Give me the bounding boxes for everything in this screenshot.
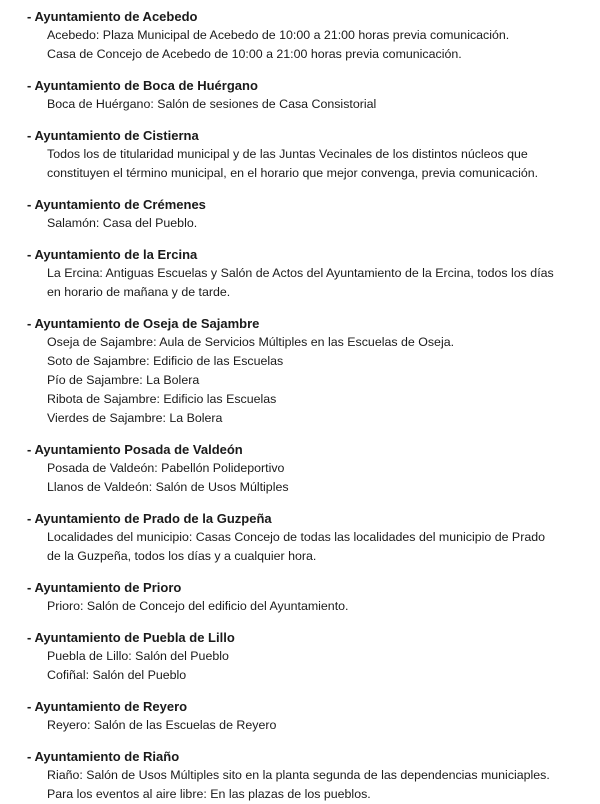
- venue-line: Riaño: Salón de Usos Múltiples sito en la planta segunda de las dependencias municiaples.: [47, 768, 550, 782]
- venue-list: [27, 214, 587, 233]
- venue-line: constituyen el término municipal, en el horario que mejor convenga, previa comunicación.: [47, 166, 539, 180]
- municipality-section: [27, 697, 587, 747]
- municipality-section: [27, 7, 587, 76]
- venue-line: Cofiñal: Salón del Pueblo: [47, 668, 187, 682]
- municipality-section: [27, 440, 587, 509]
- municipality-heading: - Ayuntamiento Posada de Valdeón: [27, 442, 243, 457]
- venue-list: [27, 333, 587, 428]
- venue-list: [27, 145, 587, 183]
- venue-line: Todos los de titularidad municipal y de las Juntas Vecinales de los distintos núcleos que: [47, 147, 528, 161]
- venue-line: Vierdes de Sajambre: La Bolera: [47, 411, 223, 425]
- section-spacer: [27, 233, 587, 245]
- venue-line: Acebedo: Plaza Municipal de Acebedo de 10:00 a 21:00 horas previa comunicación.: [47, 28, 510, 42]
- municipality-heading: - Ayuntamiento de Prado de la Guzpeña: [27, 511, 272, 526]
- venue-line: Puebla de Lillo: Salón del Pueblo: [47, 649, 229, 663]
- venue-line: Posada de Valdeón: Pabellón Polideportivo: [47, 461, 285, 475]
- venue-list: [27, 597, 587, 616]
- venue-line: Localidades del municipio: Casas Concejo de todas las localidades del municipio de Prado: [47, 530, 545, 544]
- municipality-heading: - Ayuntamiento de Oseja de Sajambre: [27, 316, 260, 331]
- municipality-heading: - Ayuntamiento de Riaño: [27, 749, 180, 764]
- section-spacer: [27, 735, 587, 747]
- municipality-section: [27, 314, 587, 440]
- venue-list: [27, 647, 587, 685]
- section-spacer: [27, 497, 587, 509]
- venue-list: [27, 528, 587, 566]
- section-spacer: [27, 616, 587, 628]
- venue-list: [27, 264, 587, 302]
- venue-list: [27, 766, 587, 804]
- venue-line: Prioro: Salón de Concejo del edificio del Ayuntamiento.: [47, 599, 349, 613]
- venue-line: Llanos de Valdeón: Salón de Usos Múltiples: [47, 480, 289, 494]
- venue-line: Oseja de Sajambre: Aula de Servicios Múltiples en las Escuelas de Oseja.: [47, 335, 455, 349]
- venue-line: Pío de Sajambre: La Bolera: [47, 373, 200, 387]
- venue-list: [27, 716, 587, 735]
- venue-line: Boca de Huérgano: Salón de sesiones de Casa Consistorial: [47, 97, 377, 111]
- venue-list: [27, 26, 587, 64]
- municipality-heading: - Ayuntamiento de Reyero: [27, 699, 188, 714]
- venue-line: Para los eventos al aire libre: En las plazas de los pueblos.: [47, 787, 371, 801]
- section-spacer: [27, 428, 587, 440]
- venue-line: Ribota de Sajambre: Edificio las Escuelas: [47, 392, 277, 406]
- municipality-heading: - Ayuntamiento de Cistierna: [27, 128, 199, 143]
- section-spacer: [27, 114, 587, 126]
- municipality-section: [27, 509, 587, 578]
- municipality-section: [27, 628, 587, 697]
- venue-line: en horario de mañana y de tarde.: [47, 285, 231, 299]
- section-spacer: [27, 685, 587, 697]
- section-spacer: [27, 64, 587, 76]
- municipality-section: [27, 578, 587, 628]
- municipality-heading: - Ayuntamiento de Prioro: [27, 580, 182, 595]
- municipality-section: [27, 126, 587, 195]
- venue-line: de la Guzpeña, todos los días y a cualquier hora.: [47, 549, 317, 563]
- municipality-heading: - Ayuntamiento de Acebedo: [27, 9, 198, 24]
- section-spacer: [27, 183, 587, 195]
- municipality-section: [27, 195, 587, 245]
- municipality-section: [27, 76, 587, 126]
- venue-line: La Ercina: Antiguas Escuelas y Salón de Actos del Ayuntamiento de la Ercina, todos los días: [47, 266, 554, 280]
- section-spacer: [27, 566, 587, 578]
- venue-line: Soto de Sajambre: Edificio de las Escuelas: [47, 354, 284, 368]
- venue-list: [27, 95, 587, 114]
- municipality-section: [27, 747, 587, 804]
- venue-line: Reyero: Salón de las Escuelas de Reyero: [47, 718, 277, 732]
- municipality-heading: - Ayuntamiento de la Ercina: [27, 247, 198, 262]
- venue-line: Salamón: Casa del Pueblo.: [47, 216, 198, 230]
- venue-list: [27, 459, 587, 497]
- venue-line: Casa de Concejo de Acebedo de 10:00 a 21:00 horas previa comunicación.: [47, 47, 462, 61]
- section-spacer: [27, 302, 587, 314]
- document-body: [27, 7, 587, 804]
- municipality-heading: - Ayuntamiento de Boca de Huérgano: [27, 78, 258, 93]
- municipality-heading: - Ayuntamiento de Puebla de Lillo: [27, 630, 235, 645]
- municipality-section: [27, 245, 587, 314]
- municipality-heading: - Ayuntamiento de Crémenes: [27, 197, 206, 212]
